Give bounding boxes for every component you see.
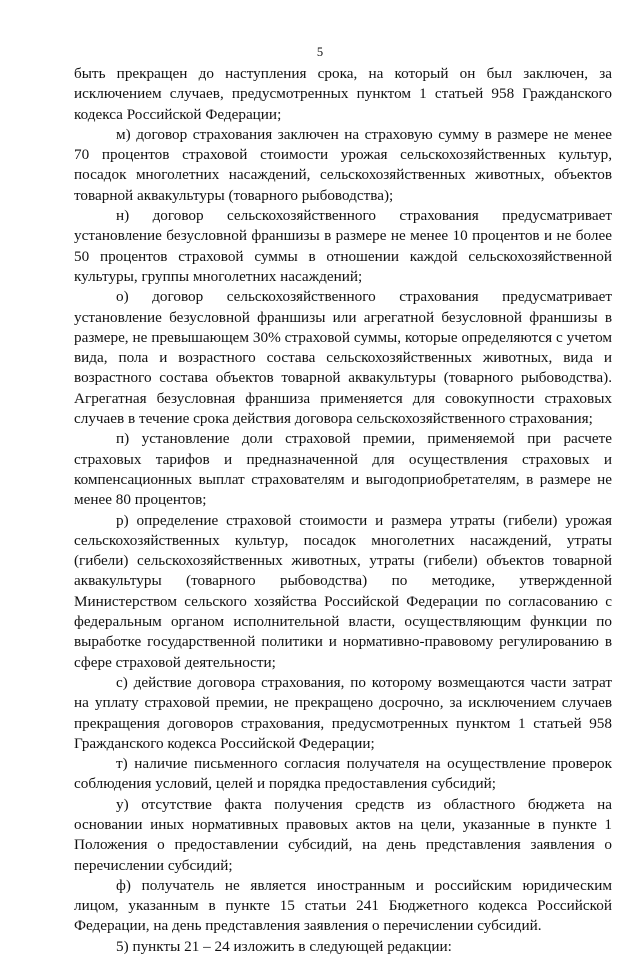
paragraph-item-m: м) договор страхования заключен на страховую сумму в размере не менее 70 процентов страховой стоимости урожая сельскохозяйственных культур, посадок многолетних насаждений, сельскохозяйственных животных, объектов товарной аквакультуры (товарного рыбоводства); — [74, 125, 612, 204]
paragraph-item-n: н) договор сельскохозяйственного страхования предусматривает установление безусловной франшизы в размере не менее 10 процентов и не более 50 процентов страховой суммы в отношении каждой сельскохозяйственной культуры, группы многолетних насаждений; — [74, 207, 612, 285]
paragraph-item-p: п) установление доли страховой премии, применяемой при расчете страховых тарифов и предназначенной для осуществления страховых и компенсационных выплат страхователям и выгодоприобретателям, в размере не менее 80 процентов; — [74, 430, 612, 509]
paragraph-item-u: у) отсутствие факта получения средств из областного бюджета на основании иных нормативных правовых актов на цели, указанные в пункте 1 Положения о предоставлении субсидий, на день представления заявления о перечислении субсидий; — [74, 795, 612, 874]
document-body — [74, 64, 612, 957]
paragraph-item-r: р) определение страховой стоимости и размера утраты (гибели) урожая сельскохозяйственных культур, посадок многолетних насаждений, утраты (гибели) сельскохозяйственных животных, утраты (гибели) объектов товарной аквакультуры (товарного рыбоводства) по методике, утвержденной Министерством сельского хозяйства Российской Федерации по согласованию с федеральным органом исполнительной власти, осуществляющим функции по выработке государственной политики и нормативно-правовому регулированию в сфере страховой деятельности; — [74, 511, 612, 671]
paragraph-item-o: о) договор сельскохозяйственного страхования предусматривает установление безусловной франшизы или агрегатной безусловной франшизы в размере, не превышающем 30% страховой суммы, которые определяются с учетом вида, пола и возрастного состава сельскохозяйственных животных, вида и возрастного состава объектов товарной аквакультуры (товарного рыбоводства). Агрегатная безусловная франшиза применяется для совокупности страховых случаев в течение срока действия договора сельскохозяйственного страхования; — [74, 288, 612, 428]
paragraph-continuation: быть прекращен до наступления срока, на который он был заключен, за исключением случаев, предусмотренных пунктом 1 статьей 958 Гражданского кодекса Российской Федерации; — [74, 65, 612, 123]
page-number: 5 — [316, 45, 324, 59]
paragraph-item-f: ф) получатель не является иностранным и российским юридическим лицом, указанным в пункте 15 статьи 241 Бюджетного кодекса Российской Федерации, на день представления заявления о перечислении субсидий. — [74, 876, 612, 935]
paragraph-point-5: 5) пункты 21 – 24 изложить в следующей редакции: — [116, 937, 452, 955]
paragraph-item-t: т) наличие письменного согласия получателя на осуществление проверок соблюдения условий, целей и порядка предоставления субсидий; — [74, 755, 612, 793]
paragraph-item-s: с) действие договора страхования, по которому возмещаются части затрат на уплату страховой премии, не прекращено досрочно, за исключением случаев прекращения договоров страхования, предусмотренных пунктом 1 статьей 958 Гражданского кодекса Российской Федерации; — [74, 673, 612, 752]
